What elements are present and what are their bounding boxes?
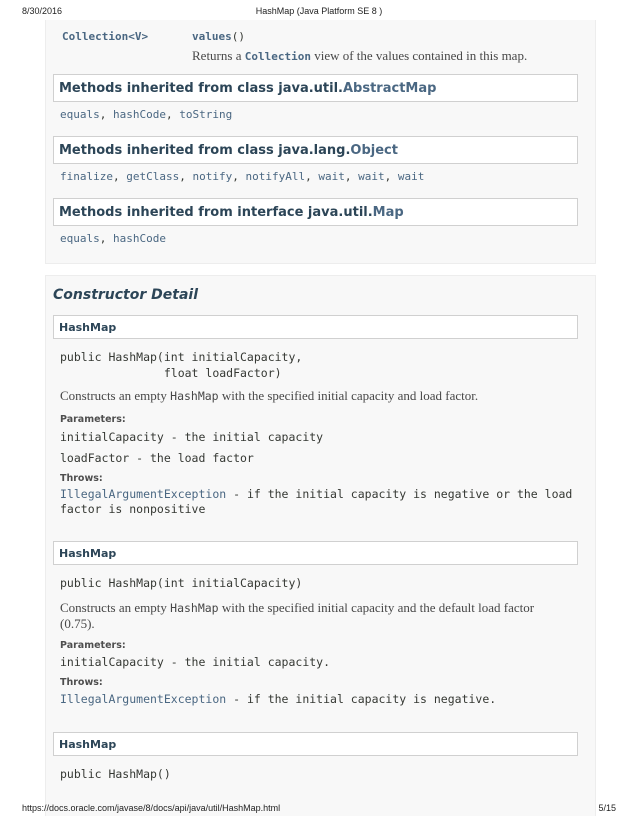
exception-link[interactable]: IllegalArgumentException [60,692,227,706]
desc-prefix: Constructs an empty [60,600,171,615]
constructor-signature: public HashMap(int initialCapacity) [60,576,303,590]
inherited-header-object [53,136,578,164]
constructor-header [53,315,578,339]
print-date: 8/30/2016 [22,6,63,16]
desc-code: HashMap [170,389,219,403]
method-link[interactable]: equals [60,108,100,121]
inherited-prefix: Methods inherited from class java.lang. [59,143,351,158]
desc-suffix: view of the values contained in this map. [310,48,528,63]
constructor-name: HashMap [59,738,117,751]
method-link[interactable]: wait [358,170,385,183]
constructor-name: HashMap [59,547,117,560]
parameters-label: Parameters: [60,640,126,651]
inherited-header-abstractmap [53,74,578,102]
constructor-header [53,541,578,565]
parameter-item: initialCapacity - the initial capacity [60,430,324,444]
object-link[interactable]: Object [350,143,398,158]
constructor-signature: public HashMap() [60,767,171,781]
inherited-header-text [59,205,404,220]
method-signature [192,30,245,43]
method-link[interactable]: hashCode [113,108,166,121]
throws-item [60,487,575,517]
method-parens: () [231,30,245,43]
abstractmap-link[interactable]: AbstractMap [342,81,437,96]
print-url: https://docs.oracle.com/javase/8/docs/api/java/util/HashMap.html [22,803,281,813]
throws-text: - if the initial capacity is negative or the load factor is nonpositive [60,487,573,516]
constructor-header [53,732,578,756]
method-link[interactable]: notify [192,170,233,183]
constructor-description [60,600,560,632]
throws-item [60,692,575,707]
method-link-values[interactable]: values [192,30,232,43]
parameter-item: loadFactor - the load factor [60,451,254,465]
method-link[interactable]: notifyAll [245,170,306,183]
method-link[interactable]: toString [179,108,233,121]
method-link[interactable]: hashCode [113,232,166,245]
method-link[interactable]: equals [60,232,100,245]
parameters-label: Parameters: [60,414,126,425]
inherited-methods-abstractmap: equals, hashCode, toString [60,108,233,121]
method-link[interactable]: wait [397,170,425,183]
constructor-name: HashMap [59,321,117,334]
inherited-header-map [53,198,578,226]
inherited-methods-map: equals, hashCode [60,232,166,245]
map-link[interactable]: Map [372,205,404,220]
constructor-signature: public HashMap(int initialCapacity, float loadFactor) [60,350,303,380]
return-type[interactable]: Collection<V> [62,30,149,43]
collection-link[interactable]: Collection [244,50,311,63]
constructor-description [60,388,560,404]
inherited-header-text [59,143,398,158]
parameter-item: initialCapacity - the initial capacity. [60,655,331,669]
desc-prefix: Returns a [192,48,245,63]
desc-code: HashMap [170,601,219,615]
method-link[interactable]: finalize [60,170,113,183]
inherited-prefix: Methods inherited from interface java.util. [59,205,373,220]
throws-label: Throws: [60,473,103,484]
print-page-number: 5/15 [598,803,616,813]
throws-label: Throws: [60,677,103,688]
exception-link[interactable]: IllegalArgumentException [60,487,227,501]
print-title: HashMap (Java Platform SE 8 ) [255,6,383,16]
inherited-header-text [59,81,436,96]
method-link[interactable]: wait [318,170,345,183]
desc-suffix: with the specified initial capacity and load factor. [218,388,479,403]
throws-text: - if the initial capacity is negative. [226,692,497,706]
desc-suffix: with the specified initial capacity and the default load factor (0.75). [60,600,535,631]
constructor-detail-title: Constructor Detail [53,287,198,303]
inherited-prefix: Methods inherited from class java.util. [59,81,343,96]
desc-prefix: Constructs an empty [60,388,171,403]
method-link[interactable]: getClass [126,170,180,183]
inherited-methods-object: finalize, getClass, notify, notifyAll, wait, wait, wait [60,170,425,183]
method-description [192,48,527,64]
